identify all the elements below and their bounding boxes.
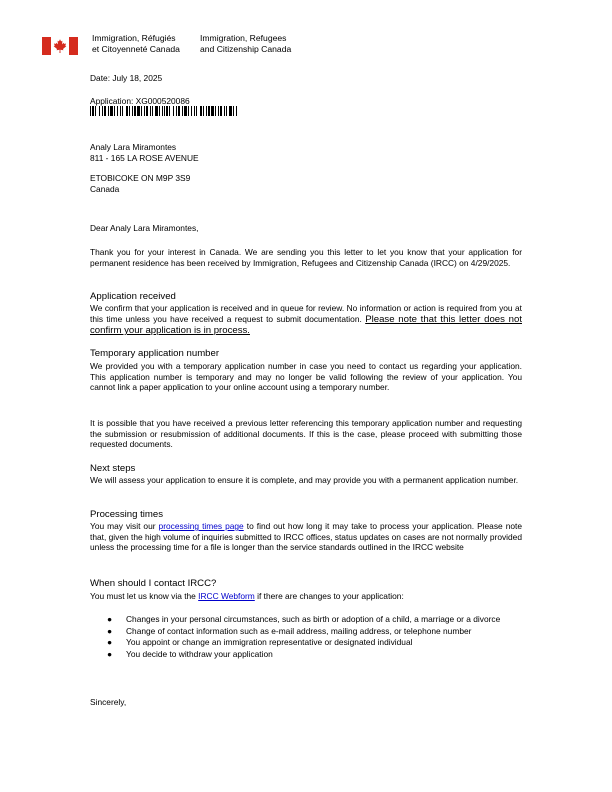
bullet-icon: ● <box>107 637 113 648</box>
contact-paragraph <box>90 591 522 602</box>
recipient-address-line1: 811 - 165 LA ROSE AVENUE <box>90 152 199 163</box>
salutation: Dear Analy Lara Miramontes, <box>90 223 199 233</box>
recipient-address-line2: ETOBICOKE ON M9P 3S9 <box>90 173 191 184</box>
list-item-text: You appoint or change an immigration representative or designated individual <box>126 637 413 648</box>
section-heading-received: Application received <box>90 291 176 302</box>
section-heading-next-steps: Next steps <box>90 463 136 474</box>
contact-text-before: You must let us know via the <box>90 591 199 601</box>
recipient-address <box>90 142 522 194</box>
letter-date: Date: July 18, 2025 <box>90 73 163 83</box>
recipient-country: Canada <box>90 183 120 194</box>
dept-en-line1: Immigration, Refugees <box>200 33 287 43</box>
processing-paragraph <box>90 521 522 553</box>
section-heading-temporary: Temporary application number <box>90 348 220 359</box>
list-item <box>90 649 522 660</box>
list-item-text: Changes in your personal circumstances, such as birth or adoption of a child, a marriage or a divorce <box>126 614 501 624</box>
processing-text-after: to find out how long it may take to process your application. Please note that, given the high volume of inquiries submitted to IRCC offices, status updates on cases are not normally provided unless the processing time for a file is longer than the service standards outlined in the IRCC website <box>90 521 523 553</box>
processing-times-link[interactable]: processing times page <box>158 521 244 531</box>
canada-flag-icon <box>42 37 78 55</box>
bullet-icon: ● <box>107 648 113 659</box>
processing-text-before: You may visit our <box>90 521 159 531</box>
department-name-french <box>92 33 180 55</box>
bullet-icon: ● <box>107 625 113 636</box>
temporary-paragraph-1: We provided you with a temporary application number in case you need to contact us regarding your application. This application number is temporary and may no longer be valid following the review of your application. You cannot link a paper application to your online account using a temporary number. <box>90 361 522 393</box>
section-heading-processing: Processing times <box>90 509 164 520</box>
list-item-text: You decide to withdraw your application <box>126 648 273 659</box>
application-barcode <box>90 106 238 116</box>
received-note-underlined: Please note that this letter does not confirm your application is in process. <box>90 313 522 337</box>
dept-fr-line1: Immigration, Réfugiés <box>92 33 176 43</box>
closing: Sincerely, <box>90 697 127 707</box>
list-item <box>90 626 522 637</box>
department-name-english <box>200 33 291 55</box>
list-item-text: Change of contact information such as e-mail address, mailing address, or telephone number <box>126 625 472 636</box>
dept-en-line2: and Citizenship Canada <box>200 44 292 54</box>
list-item <box>90 637 522 648</box>
list-item <box>90 614 522 625</box>
application-number: Application: XG000520086 <box>90 96 190 106</box>
received-paragraph <box>90 303 522 337</box>
ircc-webform-link[interactable]: IRCC Webform <box>198 591 255 601</box>
section-heading-contact: When should I contact IRCC? <box>90 578 217 589</box>
recipient-name: Analy Lara Miramontes <box>90 142 177 152</box>
received-text: We confirm that your application is received and in queue for review. No information or action is required from you at this time unless you have received a request to submit documentation. <box>90 303 522 324</box>
bullet-icon: ● <box>107 614 113 624</box>
intro-paragraph: Thank you for your interest in Canada. We are sending you this letter to let you know that your application for permanent residence has been received by Immigration, Refugees and Citizenship Canada (IRCC) on 4/29/2025. <box>90 247 522 268</box>
next-steps-paragraph: We will assess your application to ensure it is complete, and may provide you with a permanent application number. <box>90 475 519 485</box>
dept-fr-line2: et Citoyenneté Canada <box>92 44 180 54</box>
contact-text-after: if there are changes to your application: <box>254 591 404 601</box>
changes-list <box>90 614 522 660</box>
temporary-paragraph-2: It is possible that you have received a previous letter referencing this temporary application number and requesting the submission or resubmission of additional documents. If this is the case, please proceed with submitting those requested documents. <box>90 418 522 450</box>
